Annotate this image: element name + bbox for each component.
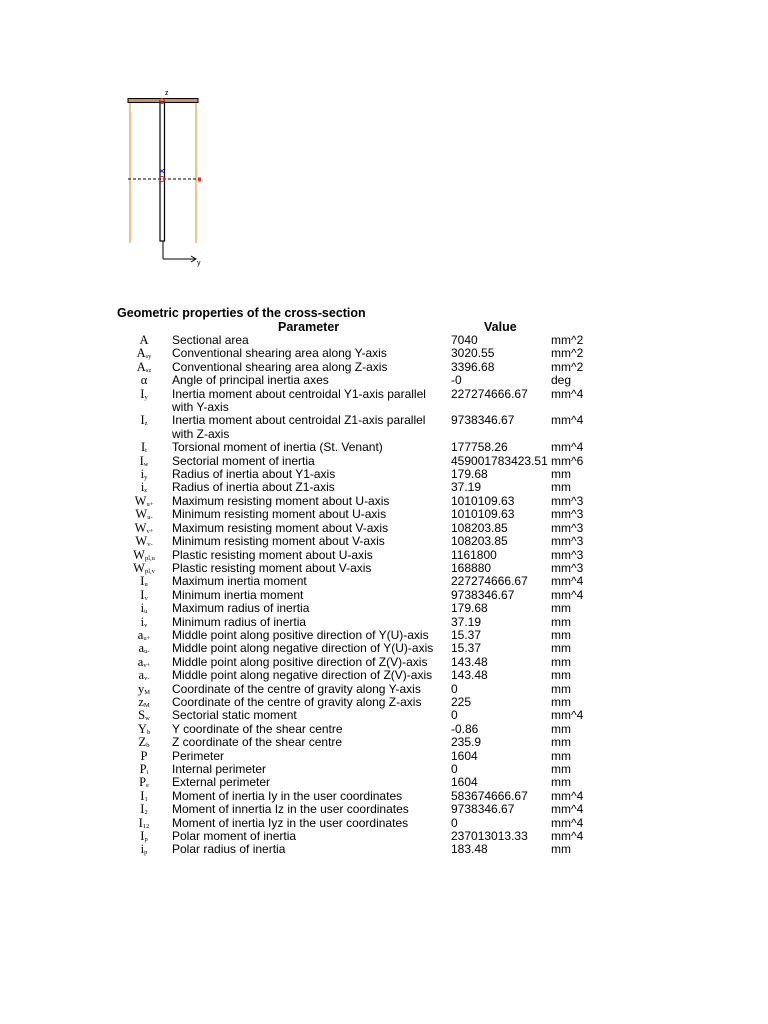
row-symbol-subscript: p bbox=[144, 836, 148, 844]
row-description: Polar moment of inertia bbox=[172, 829, 297, 844]
row-description: Middle point along negative direction of Z(V)-axis bbox=[172, 668, 433, 683]
row-symbol: $A_{sy}$ bbox=[136, 346, 152, 361]
row-description: Sectional area bbox=[172, 333, 249, 347]
row-description: Maximum radius of inertia bbox=[172, 601, 310, 616]
row-value: 183.48 bbox=[451, 842, 488, 857]
row-value: 227274666.67 bbox=[451, 574, 528, 589]
row-value: 108203.85 bbox=[451, 520, 508, 535]
row-value: -0.86 bbox=[451, 721, 479, 736]
row-unit: deg bbox=[551, 373, 572, 388]
table-row bbox=[0, 696, 768, 709]
row-unit: mm bbox=[551, 842, 571, 857]
row-value: 1010109.63 bbox=[451, 493, 515, 508]
row-unit: mm^2 bbox=[551, 333, 584, 347]
row-symbol-subscript: pl,u bbox=[144, 554, 155, 562]
row-unit: mm bbox=[551, 654, 571, 669]
row-unit: mm bbox=[551, 762, 571, 776]
row-symbol: $i_v$ bbox=[140, 614, 148, 629]
row-symbol-subscript: M bbox=[143, 701, 150, 709]
row-symbol-subscript: e bbox=[146, 782, 149, 790]
row-symbol: $i_u$ bbox=[140, 601, 148, 616]
row-symbol-subscript: 12 bbox=[142, 822, 150, 830]
row-symbol-subscript: w bbox=[145, 715, 150, 723]
table-row bbox=[0, 803, 768, 816]
row-symbol-subscript: z bbox=[144, 487, 148, 495]
row-description: Internal perimeter bbox=[172, 762, 267, 776]
row-description: Sectorial moment of inertia bbox=[172, 453, 315, 468]
row-value: 15.37 bbox=[451, 641, 482, 656]
row-symbol: $W_{v+}$ bbox=[134, 520, 154, 535]
row-description: Inertia moment about centroidal Z1-axis parallel with Z-axis bbox=[172, 413, 426, 441]
table-row bbox=[0, 589, 768, 602]
row-description: Conventional shearing area along Z-axis bbox=[172, 359, 388, 374]
row-value: 9738346.67 bbox=[451, 802, 515, 817]
row-symbol: $I_u$ bbox=[140, 574, 148, 589]
row-description: Angle of principal inertia axes bbox=[172, 373, 329, 388]
table-row bbox=[0, 535, 768, 548]
row-unit: mm bbox=[551, 694, 571, 709]
row-description: Maximum inertia moment bbox=[172, 574, 307, 589]
row-symbol-subscript: u+ bbox=[146, 500, 154, 508]
table-row bbox=[0, 374, 768, 387]
header-parameter: Parameter bbox=[278, 320, 340, 334]
row-unit: mm^6 bbox=[551, 453, 584, 468]
table-row bbox=[0, 629, 768, 642]
row-value: 583674666.67 bbox=[451, 788, 528, 803]
row-value: 3020.55 bbox=[451, 346, 495, 361]
table-row bbox=[0, 642, 768, 655]
row-symbol-subscript: z bbox=[144, 420, 148, 428]
axis-end-marker bbox=[198, 178, 201, 182]
row-symbol: $I_{12}$ bbox=[138, 815, 150, 830]
table-row bbox=[0, 830, 768, 843]
table-row bbox=[0, 347, 768, 360]
row-symbol-subscript: w bbox=[143, 460, 149, 468]
row-description: Coordinate of the centre of gravity along Z-axis bbox=[172, 694, 422, 709]
row-symbol: $I_z$ bbox=[140, 413, 148, 428]
row-symbol-subscript: v+ bbox=[143, 661, 151, 669]
table-row bbox=[0, 602, 768, 615]
row-symbol: α bbox=[140, 373, 148, 388]
row-unit: mm bbox=[551, 467, 571, 482]
row-symbol-subscript: v+ bbox=[146, 527, 154, 535]
row-unit: mm bbox=[551, 601, 571, 616]
table-row bbox=[0, 481, 768, 494]
table-row bbox=[0, 736, 768, 749]
row-symbol: $W_{u-}$ bbox=[135, 507, 153, 522]
row-description: Minimum inertia moment bbox=[172, 587, 304, 602]
row-symbol-subscript: 1 bbox=[144, 795, 148, 803]
row-symbol: $I_v$ bbox=[140, 587, 148, 602]
row-description: Plastic resisting moment about U-axis bbox=[172, 547, 373, 562]
row-symbol-subscript: M bbox=[144, 688, 151, 696]
row-value: 0 bbox=[451, 762, 458, 776]
row-description: Middle point along positive direction of Y(U)-axis bbox=[172, 627, 429, 642]
table-row bbox=[0, 562, 768, 575]
row-unit: mm^2 bbox=[551, 359, 584, 374]
row-value: 177758.26 bbox=[451, 440, 508, 455]
row-symbol: $i_z$ bbox=[140, 480, 148, 495]
row-unit: mm^2 bbox=[551, 346, 584, 361]
row-description: Maximum resisting moment about U-axis bbox=[172, 493, 390, 508]
row-description: External perimeter bbox=[172, 775, 271, 790]
row-unit: mm bbox=[551, 775, 571, 790]
row-unit: mm^4 bbox=[551, 386, 584, 401]
row-unit: mm^4 bbox=[551, 802, 584, 817]
row-value: 227274666.67 bbox=[451, 386, 528, 401]
table-row bbox=[0, 790, 768, 803]
row-unit: mm bbox=[551, 735, 571, 750]
row-symbol-subscript: u- bbox=[147, 514, 153, 522]
row-unit: mm bbox=[551, 748, 571, 763]
row-symbol-subscript: b bbox=[146, 728, 151, 736]
row-symbol: $y_M$ bbox=[137, 681, 151, 696]
row-value: 179.68 bbox=[451, 601, 488, 616]
row-symbol-subscript: t bbox=[145, 447, 147, 455]
row-symbol: $A_{sz}$ bbox=[136, 359, 152, 374]
row-unit: mm^3 bbox=[551, 534, 584, 549]
row-value: 0 bbox=[451, 815, 458, 830]
row-unit: mm^4 bbox=[551, 708, 584, 723]
row-value: 37.19 bbox=[451, 480, 482, 495]
row-unit: mm^4 bbox=[551, 413, 584, 428]
table-row bbox=[0, 522, 768, 535]
row-value: 1604 bbox=[451, 775, 478, 790]
row-value: 143.48 bbox=[451, 654, 488, 669]
row-unit: mm bbox=[551, 721, 571, 736]
row-value: 108203.85 bbox=[451, 534, 508, 549]
row-symbol-subscript: u bbox=[144, 608, 148, 616]
properties-table bbox=[0, 334, 768, 857]
table-row bbox=[0, 414, 768, 441]
row-symbol: $I_p$ bbox=[140, 829, 148, 844]
row-unit: mm^3 bbox=[551, 547, 584, 562]
row-unit: mm^4 bbox=[551, 587, 584, 602]
table-row bbox=[0, 669, 768, 682]
row-description: Perimeter bbox=[172, 748, 225, 763]
row-symbol-subscript: p bbox=[144, 849, 148, 857]
row-description: Radius of inertia about Z1-axis bbox=[172, 480, 335, 495]
row-symbol: P bbox=[140, 748, 148, 763]
row-unit: mm^3 bbox=[551, 560, 584, 575]
row-value: 168880 bbox=[451, 560, 492, 575]
table-row bbox=[0, 361, 768, 374]
row-description: Moment of inertia Iyz in the user coordinates bbox=[172, 815, 409, 830]
z-axis-label: z bbox=[165, 90, 169, 97]
row-symbol-subscript: u+ bbox=[143, 634, 151, 642]
row-description: Coordinate of the centre of gravity along Y-axis bbox=[172, 681, 421, 696]
row-symbol-subscript: y bbox=[144, 393, 148, 401]
row-unit: mm bbox=[551, 641, 571, 656]
table-row bbox=[0, 495, 768, 508]
row-symbol: $W_{u+}$ bbox=[134, 493, 154, 508]
row-symbol: $P_e$ bbox=[139, 775, 149, 790]
row-value: 235.9 bbox=[451, 735, 482, 750]
row-symbol: $W_{pl,v}$ bbox=[133, 560, 155, 575]
row-symbol: $z_M$ bbox=[138, 694, 150, 709]
row-description: Maximum resisting moment about V-axis bbox=[172, 520, 389, 535]
row-symbol: $a_{u+}$ bbox=[137, 627, 151, 642]
row-unit: mm^3 bbox=[551, 507, 584, 522]
row-value: 7040 bbox=[451, 333, 478, 347]
row-value: 0 bbox=[451, 681, 458, 696]
row-symbol: A bbox=[139, 333, 149, 347]
row-unit: mm^4 bbox=[551, 440, 584, 455]
row-description: Moment of innertia Iz in the user coordinates bbox=[172, 802, 409, 817]
row-unit: mm bbox=[551, 614, 571, 629]
header-value: Value bbox=[484, 320, 517, 334]
row-value: -0 bbox=[451, 373, 462, 388]
row-unit: mm^4 bbox=[551, 574, 584, 589]
row-value: 225 bbox=[451, 694, 472, 709]
row-symbol: $a_{v+}$ bbox=[137, 654, 151, 669]
row-value: 3396.68 bbox=[451, 359, 495, 374]
row-symbol: $a_{u-}$ bbox=[138, 641, 150, 656]
row-description: Inertia moment about centroidal Y1-axis parallel with Y-axis bbox=[172, 386, 426, 415]
row-unit: mm bbox=[551, 480, 571, 495]
table-row bbox=[0, 441, 768, 454]
row-description: Radius of inertia about Y1-axis bbox=[172, 467, 336, 482]
row-description: Middle point along positive direction of Z(V)-axis bbox=[172, 654, 428, 669]
table-row bbox=[0, 508, 768, 521]
row-symbol-subscript: sy bbox=[145, 353, 152, 361]
row-description: Minimum resisting moment about V-axis bbox=[172, 534, 385, 549]
row-symbol-subscript: pl,v bbox=[144, 567, 155, 575]
row-unit: mm bbox=[551, 668, 571, 683]
row-value: 15.37 bbox=[451, 627, 482, 642]
row-symbol: $I_2$ bbox=[140, 802, 148, 817]
row-symbol-subscript: u- bbox=[144, 648, 150, 656]
row-description: Y coordinate of the shear centre bbox=[172, 721, 343, 736]
row-value: 1010109.63 bbox=[451, 507, 515, 522]
table-row bbox=[0, 549, 768, 562]
row-description: Plastic resisting moment about V-axis bbox=[172, 560, 372, 575]
row-symbol: $P_i$ bbox=[139, 762, 149, 776]
table-row bbox=[0, 750, 768, 763]
row-symbol-subscript: u bbox=[144, 581, 148, 589]
y-axis-label: y bbox=[197, 260, 201, 267]
row-unit: mm^4 bbox=[551, 815, 584, 830]
row-description: Z coordinate of the shear centre bbox=[172, 735, 343, 750]
row-symbol-subscript: v- bbox=[144, 675, 150, 683]
row-value: 9738346.67 bbox=[451, 413, 515, 428]
row-value: 143.48 bbox=[451, 668, 488, 683]
table-row bbox=[0, 763, 768, 776]
row-unit: mm^4 bbox=[551, 829, 584, 844]
row-unit: mm^3 bbox=[551, 520, 584, 535]
row-description: Middle point along negative direction of Y(U)-axis bbox=[172, 641, 434, 656]
table-row bbox=[0, 843, 768, 856]
row-symbol: $I_1$ bbox=[140, 788, 148, 803]
row-symbol-subscript: sz bbox=[145, 366, 152, 374]
row-value: 0 bbox=[451, 708, 458, 723]
row-symbol: $I_w$ bbox=[139, 453, 149, 468]
row-description: Conventional shearing area along Y-axis bbox=[172, 346, 387, 361]
row-symbol: $i_y$ bbox=[140, 467, 148, 482]
table-row bbox=[0, 817, 768, 830]
row-value: 1604 bbox=[451, 748, 478, 763]
row-symbol-subscript: y bbox=[144, 474, 148, 482]
table-row bbox=[0, 776, 768, 789]
row-symbol-subscript: v- bbox=[147, 541, 153, 549]
row-symbol: $a_{v-}$ bbox=[138, 668, 150, 683]
table-row bbox=[0, 334, 768, 347]
row-value: 1161800 bbox=[451, 547, 497, 562]
row-symbol-subscript: v bbox=[144, 621, 148, 629]
row-symbol-subscript: b bbox=[146, 742, 150, 750]
row-symbol: $i_p$ bbox=[140, 842, 148, 857]
row-value: 459001783423.51 bbox=[451, 453, 548, 468]
row-symbol-subscript: 2 bbox=[144, 809, 148, 817]
table-row bbox=[0, 723, 768, 736]
row-symbol-subscript: i bbox=[146, 769, 149, 776]
row-symbol: $I_t$ bbox=[141, 440, 147, 455]
row-symbol: $W_{v-}$ bbox=[135, 534, 153, 549]
table-row bbox=[0, 709, 768, 722]
row-symbol: $I_y$ bbox=[140, 386, 148, 401]
row-description: Moment of inertia Iy in the user coordinates bbox=[172, 788, 403, 803]
row-unit: mm bbox=[551, 681, 571, 696]
row-description: Sectorial static moment bbox=[172, 708, 297, 723]
row-value: 9738346.67 bbox=[451, 587, 515, 602]
row-symbol: $Z_b$ bbox=[138, 735, 150, 750]
table-row bbox=[0, 455, 768, 468]
row-unit: mm bbox=[551, 627, 571, 642]
row-unit: mm^4 bbox=[551, 788, 584, 803]
row-description: Torsional moment of inertia (St. Venant) bbox=[172, 440, 383, 455]
table-row bbox=[0, 656, 768, 669]
row-description: Minimum resisting moment about U-axis bbox=[172, 507, 387, 522]
table-row bbox=[0, 575, 768, 588]
row-symbol: $S_w$ bbox=[138, 708, 150, 723]
row-unit: mm^3 bbox=[551, 493, 584, 508]
row-value: 37.19 bbox=[451, 614, 482, 629]
table-row bbox=[0, 468, 768, 481]
row-value: 179.68 bbox=[451, 467, 488, 482]
table-row bbox=[0, 388, 768, 415]
cross-section-drawing bbox=[0, 0, 768, 300]
table-title: Geometric properties of the cross-section bbox=[117, 306, 366, 320]
table-row bbox=[0, 683, 768, 696]
row-symbol: $Y_b$ bbox=[137, 721, 151, 736]
row-description: Polar radius of inertia bbox=[172, 842, 286, 857]
row-description: Minimum radius of inertia bbox=[172, 614, 307, 629]
row-symbol-subscript: v bbox=[144, 594, 148, 602]
table-row bbox=[0, 616, 768, 629]
row-symbol: $W_{pl,u}$ bbox=[133, 547, 155, 562]
y-axis-arrow bbox=[163, 241, 196, 262]
row-value: 237013013.33 bbox=[451, 829, 528, 844]
